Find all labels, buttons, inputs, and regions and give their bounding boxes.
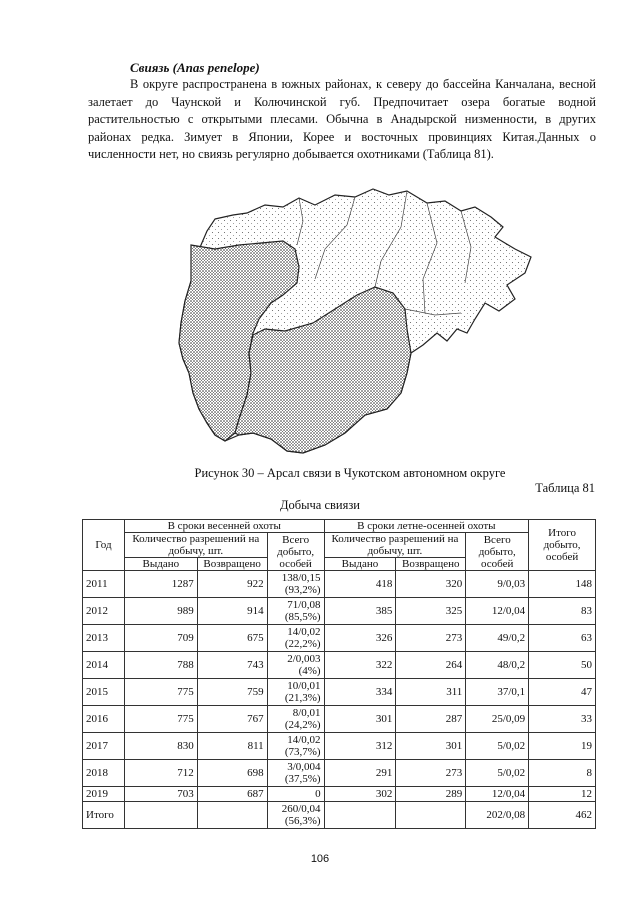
header-summer-returned: Возвращено xyxy=(396,558,466,571)
cell-a-taken: 5/0,02 xyxy=(466,733,529,760)
cell-a-returned: 320 xyxy=(396,571,466,598)
cell-a-returned: 325 xyxy=(396,598,466,625)
header-summer: В сроки летне-осенней охоты xyxy=(324,520,529,533)
cell-total: 8 xyxy=(529,760,596,787)
cell-total: 83 xyxy=(529,598,596,625)
cell-s-returned: 698 xyxy=(197,760,267,787)
cell-s-issued: 788 xyxy=(124,652,197,679)
table-row xyxy=(83,760,596,787)
header-spring-issued: Выдано xyxy=(124,558,197,571)
cell-s-returned: 743 xyxy=(197,652,267,679)
cell-a-returned xyxy=(396,802,466,829)
table-body xyxy=(83,571,596,829)
header-summer-taken: Всего добыто, особей xyxy=(466,533,529,571)
cell-a-returned: 264 xyxy=(396,652,466,679)
table-row xyxy=(83,679,596,706)
cell-s-taken: 14/0,02 (73,7%) xyxy=(267,733,324,760)
header-summer-issued: Выдано xyxy=(324,558,396,571)
cell-a-issued: 322 xyxy=(324,652,396,679)
cell-s-returned xyxy=(197,802,267,829)
header-spring-permits: Количество разрешений на добычу, шт. xyxy=(124,533,267,558)
header-summer-permits: Количество разрешений на добычу, шт. xyxy=(324,533,466,558)
cell-total: 50 xyxy=(529,652,596,679)
cell-s-taken: 8/0,01 (24,2%) xyxy=(267,706,324,733)
header-year: Год xyxy=(83,520,125,571)
cell-a-taken: 5/0,02 xyxy=(466,760,529,787)
header-total: Итого добыто, особей xyxy=(529,520,596,571)
cell-a-taken: 48/0,2 xyxy=(466,652,529,679)
cell-year: 2011 xyxy=(83,571,125,598)
cell-s-returned: 759 xyxy=(197,679,267,706)
table-row xyxy=(83,625,596,652)
cell-year: 2017 xyxy=(83,733,125,760)
cell-year: 2019 xyxy=(83,787,125,802)
cell-s-taken: 10/0,01 (21,3%) xyxy=(267,679,324,706)
cell-a-issued: 312 xyxy=(324,733,396,760)
cell-a-taken: 202/0,08 xyxy=(466,802,529,829)
header-spring: В сроки весенней охоты xyxy=(124,520,324,533)
cell-a-taken: 12/0,04 xyxy=(466,787,529,802)
cell-s-taken: 138/0,15 (93,2%) xyxy=(267,571,324,598)
cell-s-issued: 1287 xyxy=(124,571,197,598)
cell-year: Итого xyxy=(83,802,125,829)
cell-a-issued: 291 xyxy=(324,760,396,787)
table-row xyxy=(83,571,596,598)
table-title: Добыча свиязи xyxy=(279,498,360,512)
cell-s-returned: 687 xyxy=(197,787,267,802)
cell-a-returned: 301 xyxy=(396,733,466,760)
cell-s-taken: 2/0,003 (4%) xyxy=(267,652,324,679)
cell-s-returned: 811 xyxy=(197,733,267,760)
cell-total: 462 xyxy=(529,802,596,829)
cell-s-taken: 3/0,004 (37,5%) xyxy=(267,760,324,787)
cell-a-taken: 9/0,03 xyxy=(466,571,529,598)
cell-a-returned: 273 xyxy=(396,625,466,652)
table-row xyxy=(83,706,596,733)
cell-s-issued: 775 xyxy=(124,706,197,733)
table-header-row xyxy=(83,533,596,558)
cell-s-taken: 71/0,08 (85,5%) xyxy=(267,598,324,625)
cell-s-returned: 767 xyxy=(197,706,267,733)
figure-caption xyxy=(0,466,640,481)
cell-s-issued: 989 xyxy=(124,598,197,625)
cell-a-issued: 302 xyxy=(324,787,396,802)
cell-year: 2014 xyxy=(83,652,125,679)
cell-total: 12 xyxy=(529,787,596,802)
cell-a-returned: 273 xyxy=(396,760,466,787)
header-spring-taken: Всего добыто, особей xyxy=(267,533,324,571)
header-spring-returned: Возвращено xyxy=(197,558,267,571)
cell-a-returned: 311 xyxy=(396,679,466,706)
table-row xyxy=(83,787,596,802)
cell-year: 2018 xyxy=(83,760,125,787)
cell-s-issued: 709 xyxy=(124,625,197,652)
cell-year: 2012 xyxy=(83,598,125,625)
cell-s-issued: 712 xyxy=(124,760,197,787)
table-row xyxy=(83,802,596,829)
cell-s-returned: 675 xyxy=(197,625,267,652)
cell-a-taken: 12/0,04 xyxy=(466,598,529,625)
section-heading: Свиязь (Anas penelope) xyxy=(130,60,260,75)
table-header-row xyxy=(83,520,596,533)
table-row xyxy=(83,598,596,625)
cell-s-issued: 703 xyxy=(124,787,197,802)
cell-s-issued xyxy=(124,802,197,829)
page-number: 106 xyxy=(310,853,330,865)
cell-s-taken: 260/0,04 (56,3%) xyxy=(267,802,324,829)
cell-total: 33 xyxy=(529,706,596,733)
cell-a-taken: 49/0,2 xyxy=(466,625,529,652)
cell-year: 2016 xyxy=(83,706,125,733)
cell-year: 2015 xyxy=(83,679,125,706)
table-row xyxy=(83,652,596,679)
cell-a-returned: 287 xyxy=(396,706,466,733)
figure-caption-text: Рисунок 30 – Арсал связи в Чукотском автономном округе xyxy=(194,466,506,480)
cell-s-returned: 914 xyxy=(197,598,267,625)
cell-a-issued: 385 xyxy=(324,598,396,625)
table-row xyxy=(83,733,596,760)
cell-total: 47 xyxy=(529,679,596,706)
body-paragraph: В округе распространена в южных районах, к северу до бассейна Канчалана, весной залетает до Чаунской и Колючинской губ. Предпочитает озера богатые водной растительностью с открытыми плесами. Обычна в Анадырской низменности, в других районах редка. Зимует в Японии, Корее и восточных провинциях Китая.Данных о численности нет, но свиязь регулярно добывается охотниками (Таблица 81). xyxy=(88,77,596,161)
cell-total: 148 xyxy=(529,571,596,598)
cell-a-issued: 301 xyxy=(324,706,396,733)
cell-a-returned: 289 xyxy=(396,787,466,802)
cell-year: 2013 xyxy=(83,625,125,652)
cell-total: 63 xyxy=(529,625,596,652)
cell-a-issued: 418 xyxy=(324,571,396,598)
cell-s-returned: 922 xyxy=(197,571,267,598)
cell-a-taken: 25/0,09 xyxy=(466,706,529,733)
cell-a-taken: 37/0,1 xyxy=(466,679,529,706)
cell-s-issued: 775 xyxy=(124,679,197,706)
cell-total: 19 xyxy=(529,733,596,760)
cell-s-taken: 0 xyxy=(267,787,324,802)
cell-a-issued: 334 xyxy=(324,679,396,706)
harvest-table xyxy=(82,519,596,829)
range-map xyxy=(175,183,535,461)
table-number: Таблица 81 xyxy=(535,481,595,495)
cell-a-issued xyxy=(324,802,396,829)
cell-a-issued: 326 xyxy=(324,625,396,652)
cell-s-taken: 14/0,02 (22,2%) xyxy=(267,625,324,652)
cell-s-issued: 830 xyxy=(124,733,197,760)
